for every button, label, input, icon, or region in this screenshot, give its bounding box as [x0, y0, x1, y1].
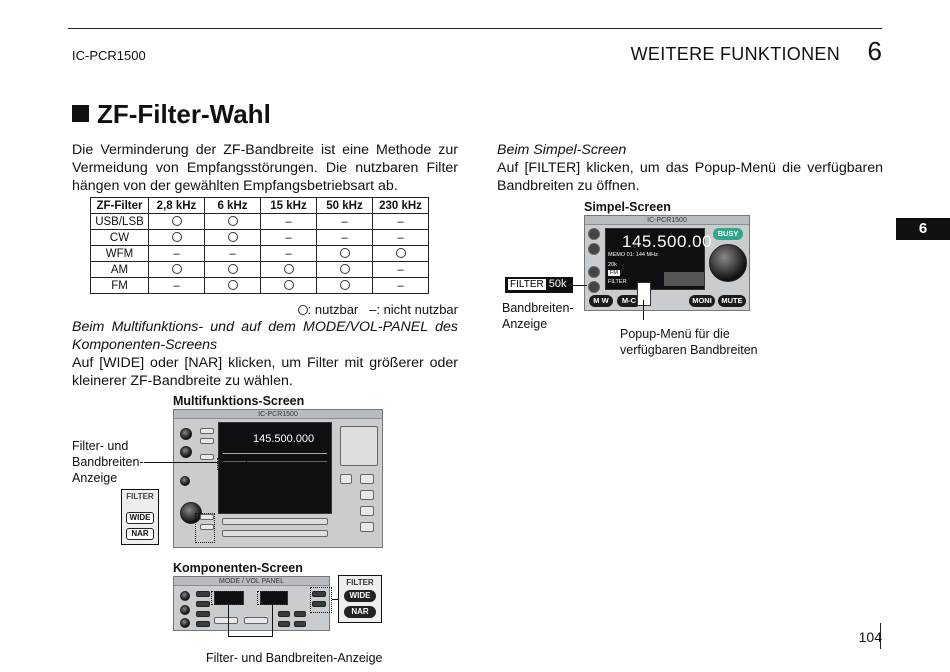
mode-line: FM — [610, 270, 618, 276]
knob-icon[interactable] — [180, 618, 190, 628]
circle-icon — [172, 216, 182, 226]
table-row — [91, 230, 429, 246]
filter-highlight-frame — [195, 513, 215, 543]
usable-cell — [205, 214, 261, 230]
side-button[interactable] — [340, 474, 352, 484]
usable-cell — [261, 262, 317, 278]
not-usable-cell — [317, 230, 373, 246]
simpel-lcd — [605, 228, 713, 290]
scan-toolbar[interactable] — [222, 518, 328, 525]
bandwidth-callout: Bandbreiten- Anzeige — [502, 301, 574, 331]
filter-table — [90, 197, 429, 294]
table-header: 6 kHz — [205, 198, 261, 214]
nar-button[interactable]: NAR — [126, 528, 154, 540]
leader-line — [228, 636, 273, 637]
squelch-knob-icon[interactable] — [180, 605, 190, 615]
dash-icon: – — [397, 263, 404, 276]
table-header: 15 kHz — [261, 198, 317, 214]
leader-line — [573, 285, 587, 286]
usable-cell — [149, 214, 205, 230]
leader-line — [144, 462, 218, 463]
legend-not-usable: –: nicht nutzbar — [369, 302, 458, 317]
dash-icon: – — [341, 215, 348, 228]
function-button[interactable] — [294, 611, 306, 617]
header-rule — [68, 28, 882, 29]
dash-icon: – — [285, 247, 292, 260]
mw-button[interactable]: M W — [589, 295, 613, 307]
bandwidth-indicator — [505, 277, 573, 293]
not-usable-cell — [261, 214, 317, 230]
knob-icon[interactable] — [180, 476, 190, 486]
filter-panel-title: FILTER — [346, 578, 374, 587]
usable-cell — [205, 262, 261, 278]
filter-panel-title: FILTER — [126, 492, 154, 501]
memo-line: MEMO 01: 144 MHz — [608, 252, 658, 258]
not-usable-cell — [373, 214, 429, 230]
circle-icon — [340, 280, 350, 290]
frequency-display: 145.500.000 — [253, 433, 315, 445]
filter-value: 50k — [548, 278, 567, 290]
dash-icon: – — [229, 247, 236, 260]
table-header: ZF-Filter — [91, 198, 149, 214]
circle-icon — [298, 305, 308, 315]
simpel-caption: Simpel-Screen — [584, 200, 671, 214]
wide-button[interactable]: WIDE — [344, 590, 376, 602]
simpel-screen — [584, 215, 750, 311]
popup-callout: Popup-Menü für die verfügbaren Bandbreiten — [620, 327, 758, 357]
bullet-square-icon — [72, 105, 89, 122]
comp-titlebar: MODE / VOL PANEL — [174, 577, 329, 586]
usable-cell — [373, 246, 429, 262]
filter-highlight-frame — [310, 587, 332, 613]
dash-icon: – — [341, 231, 348, 244]
usable-cell — [205, 278, 261, 294]
multi-heading: Beim Multifunktions- und auf dem MODE/VOL-PANEL des Komponenten-Screens — [72, 319, 458, 353]
legend-usable: : nutzbar — [307, 302, 359, 317]
mode-button[interactable] — [196, 621, 210, 627]
chapter-number: 6 — [867, 36, 882, 66]
panel-button[interactable] — [214, 617, 238, 624]
table-header: 230 kHz — [373, 198, 429, 214]
side-button[interactable] — [360, 506, 374, 516]
function-button[interactable] — [278, 621, 290, 627]
circle-icon — [228, 216, 238, 226]
comp-caption: Komponenten-Screen — [173, 561, 303, 575]
filter-highlight-frame — [286, 457, 312, 475]
simpel-titlebar: IC-PCR1500 — [585, 216, 749, 225]
leader-line — [643, 300, 644, 320]
filter-bandwidth-callout: Filter- und Bandbreiten- Anzeige — [72, 439, 144, 485]
busy-indicator: BUSY — [713, 228, 743, 240]
mode-button[interactable] — [196, 591, 210, 597]
model-name: IC-PCR1500 — [72, 48, 146, 63]
popup-menu[interactable] — [637, 282, 651, 306]
circle-icon — [284, 280, 294, 290]
not-usable-cell — [261, 246, 317, 262]
moni-button[interactable]: MONI — [689, 295, 715, 307]
mode-cell: CW — [91, 230, 149, 246]
bw-line: 20k — [608, 262, 617, 268]
leader-line — [228, 605, 229, 637]
band-down-icon[interactable] — [588, 281, 600, 293]
mode-button[interactable] — [200, 428, 214, 434]
usable-cell — [261, 278, 317, 294]
nar-button[interactable]: NAR — [344, 606, 376, 618]
table-header: 2,8 kHz — [149, 198, 205, 214]
keypad[interactable] — [340, 426, 378, 466]
usable-cell — [205, 230, 261, 246]
dash-icon: – — [397, 231, 404, 244]
not-usable-cell — [149, 246, 205, 262]
circle-icon — [228, 264, 238, 274]
side-button[interactable] — [360, 522, 374, 532]
not-usable-cell — [373, 230, 429, 246]
dash-icon: – — [173, 247, 180, 260]
mode-cell: WFM — [91, 246, 149, 262]
mode-cell: USB/LSB — [91, 214, 149, 230]
leader-line — [272, 605, 273, 637]
not-usable-cell — [373, 262, 429, 278]
table-legend — [72, 302, 458, 317]
frequency-display: 145.500.00 — [622, 232, 713, 251]
dash-icon: – — [285, 231, 292, 244]
simpel-paragraph: Auf [FILTER] klicken, um das Popup-Menü die verfügbaren Bandbreiten zu öffnen. — [497, 160, 883, 194]
filter-panel-zoom — [121, 489, 159, 545]
filter-line[interactable]: FILTER — [608, 279, 627, 285]
function-toolbar[interactable] — [222, 530, 328, 537]
table-header-row — [91, 198, 429, 214]
volume-knob-icon[interactable] — [180, 591, 190, 601]
usable-cell — [317, 246, 373, 262]
side-button[interactable] — [360, 474, 374, 484]
filter-highlight-frame — [217, 458, 247, 470]
usable-cell — [317, 262, 373, 278]
circle-icon — [228, 280, 238, 290]
not-usable-cell — [261, 230, 317, 246]
not-usable-cell — [373, 278, 429, 294]
chapter-side-tab: 6 — [896, 218, 950, 240]
comp-bottom-caption: Filter- und Bandbreiten-Anzeige — [206, 651, 383, 665]
usable-cell — [149, 230, 205, 246]
table-header: 50 kHz — [317, 198, 373, 214]
circle-icon — [172, 264, 182, 274]
function-button[interactable] — [278, 611, 290, 617]
intro-paragraph: Die Verminderung der ZF-Bandbreite ist eine Methode zur Vermeidung von Empfangsstörungen. Die nutzbaren Filter hängen von der gewählten Empfangsbetriebsart ab. — [72, 142, 458, 194]
table-row — [91, 262, 429, 278]
multi-titlebar: IC-PCR1500 — [174, 410, 382, 419]
mode-button[interactable] — [196, 611, 210, 617]
table-row — [91, 214, 429, 230]
section-title-text: ZF-Filter-Wahl — [97, 99, 271, 129]
comp-screen — [173, 576, 330, 631]
circle-icon — [228, 232, 238, 242]
usable-cell — [317, 278, 373, 294]
not-usable-cell — [317, 214, 373, 230]
panel-button[interactable] — [244, 617, 268, 624]
mode-button[interactable] — [196, 601, 210, 607]
circle-icon — [340, 248, 350, 258]
side-button[interactable] — [360, 490, 374, 500]
circle-icon — [340, 264, 350, 274]
volume-knob-icon[interactable] — [180, 428, 192, 440]
up-arrow-icon[interactable] — [588, 228, 600, 240]
usable-cell — [149, 262, 205, 278]
squelch-knob-icon[interactable] — [180, 446, 192, 458]
function-button[interactable] — [294, 621, 306, 627]
mc-button[interactable]: M-C — [617, 295, 641, 307]
band-up-icon[interactable] — [588, 266, 600, 278]
section-title — [72, 99, 271, 130]
multi-paragraph: Auf [WIDE] oder [NAR] klicken, um Filter mit größerer oder kleinerer ZF-Bandbreite zu wählen. — [72, 355, 458, 389]
circle-icon — [396, 248, 406, 258]
dash-icon: – — [173, 279, 180, 292]
mode-cell: FM — [91, 278, 149, 294]
dash-icon: – — [397, 279, 404, 292]
dash-icon: – — [397, 215, 404, 228]
mode-cell: AM — [91, 262, 149, 278]
down-arrow-icon[interactable] — [588, 243, 600, 255]
multi-caption: Multifunktions-Screen — [173, 394, 305, 408]
chapter-title: WEITERE FUNKTIONEN — [630, 44, 840, 64]
table-row — [91, 278, 429, 294]
tuning-knob-icon[interactable] — [709, 244, 747, 282]
not-usable-cell — [149, 278, 205, 294]
mode-button[interactable] — [200, 438, 214, 444]
filter-highlight-frame — [211, 591, 243, 605]
comp-filter-panel-zoom — [338, 575, 382, 623]
scope-axis — [223, 453, 327, 454]
dash-icon: – — [285, 215, 292, 228]
circle-icon — [172, 232, 182, 242]
mute-button[interactable]: MUTE — [718, 295, 746, 307]
function-keys[interactable] — [664, 272, 704, 286]
table-row — [91, 246, 429, 262]
filter-highlight-frame — [257, 591, 287, 605]
simpel-heading: Beim Simpel-Screen — [497, 142, 627, 158]
page-number: 104 — [858, 629, 882, 645]
att-button[interactable] — [200, 454, 214, 460]
filter-label: FILTER — [510, 279, 544, 290]
circle-icon — [284, 264, 294, 274]
wide-button[interactable]: WIDE — [126, 512, 154, 524]
not-usable-cell — [205, 246, 261, 262]
